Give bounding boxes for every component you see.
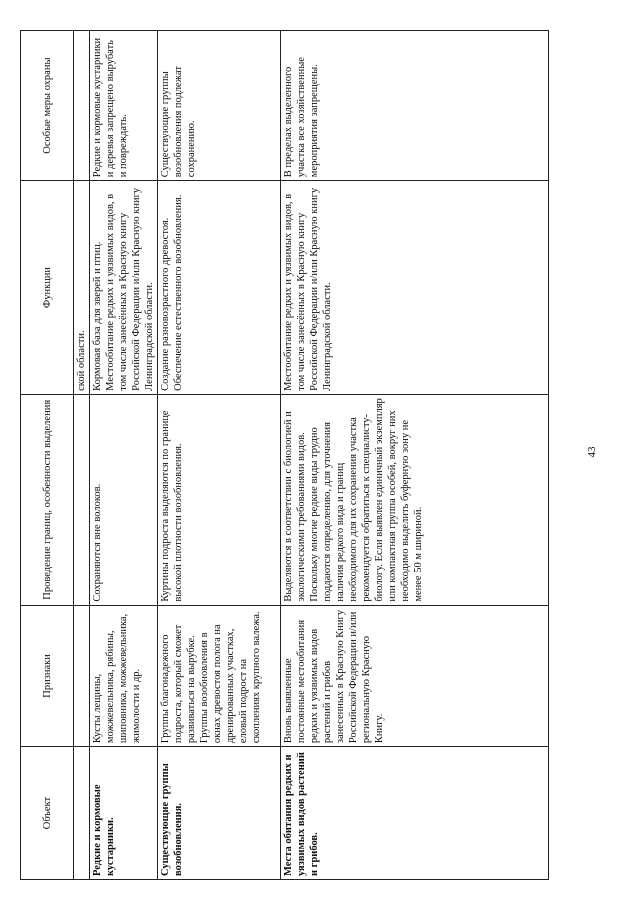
table-cell	[74, 394, 90, 605]
row-measures: В пределах выделенного участка все хозяйственные мероприятия запрещены.	[281, 31, 549, 181]
row-features: Вновь выявленные постоянные местообитания редких и уязвимых видов растений и грибов занесенных в Красную Книгу Российской Федерации и/или региональную Красную Книгу.	[281, 605, 549, 747]
row-functions: Кормовая база для зверей и птиц. Местообитание редких и уязвимых видов, в том числе занесённых в Красную книгу Российской Федерации и/или Красную книгу Ленинградской области.	[90, 181, 158, 395]
continuation-functions: ской области.	[74, 181, 90, 395]
table-cell	[74, 31, 90, 181]
row-boundaries: Сохраняются вне волоков.	[90, 394, 158, 605]
header-features: Признаки	[21, 605, 74, 747]
table-cell	[74, 605, 90, 747]
table-row	[158, 31, 281, 880]
table-row	[90, 31, 158, 880]
header-measures: Особые меры охраны	[21, 31, 74, 181]
row-functions: Местообитание редких и уязвимых видов, в том числе занесённых в Красную книгу Российской Федерации и/или Красную книгу Ленинградской области.	[281, 181, 549, 395]
header-boundaries: Проведение границ, особенности выделения	[21, 394, 74, 605]
row-features: Кусты лещины, можжевельника, рябины, шиповника, можжевельника, жимолости и др.	[90, 605, 158, 747]
row-boundaries: Выделяются в соответствии с биологией и экологическими требованиями видов. Поскольку многие редкие виды трудно поддаются определению, для уточнения наличия редкого вида и границ необходимого для их сохранения участка рекомендуется обратиться к специалисту-биологу. Если выявлен единичный экземпляр или компактная группа особей, вокруг них необходимо выделить буферную зону не менее 50 м шириной.	[281, 394, 549, 605]
row-object: Места обитания редких и уязвимых видов растений и грибов.	[281, 747, 549, 880]
row-features: Группы благонадежного подроста, который сможет развиваться на вырубке. Группы возобновления в окнах древостоя полога на дренированных участках, еловый подрост на скоплениях крупного валежа.	[158, 605, 281, 747]
row-object: Существующие группы возобновления.	[158, 747, 281, 880]
rotated-page	[20, 30, 540, 880]
table-row	[281, 31, 549, 880]
row-functions: Создание разновозрастного древостоя. Обеспечение естественного возобновления.	[158, 181, 281, 395]
header-object: Объект	[21, 747, 74, 880]
table-cell	[74, 747, 90, 880]
page-number: 43	[586, 446, 598, 458]
header-functions: Функции	[21, 181, 74, 395]
table-header-row	[21, 31, 74, 880]
row-measures: Существующие группы возобновления подлежат сохранению.	[158, 31, 281, 181]
row-boundaries: Куртины подроста выделяются по границе высокой плотности возобновления.	[158, 394, 281, 605]
row-measures: Редкие и кормовые кустарники и деревья запрещено вырубать и повреждать.	[90, 31, 158, 181]
continuation-row	[74, 31, 90, 880]
protection-table	[20, 30, 549, 880]
row-object: Редкие и кормовые кустарники.	[90, 747, 158, 880]
